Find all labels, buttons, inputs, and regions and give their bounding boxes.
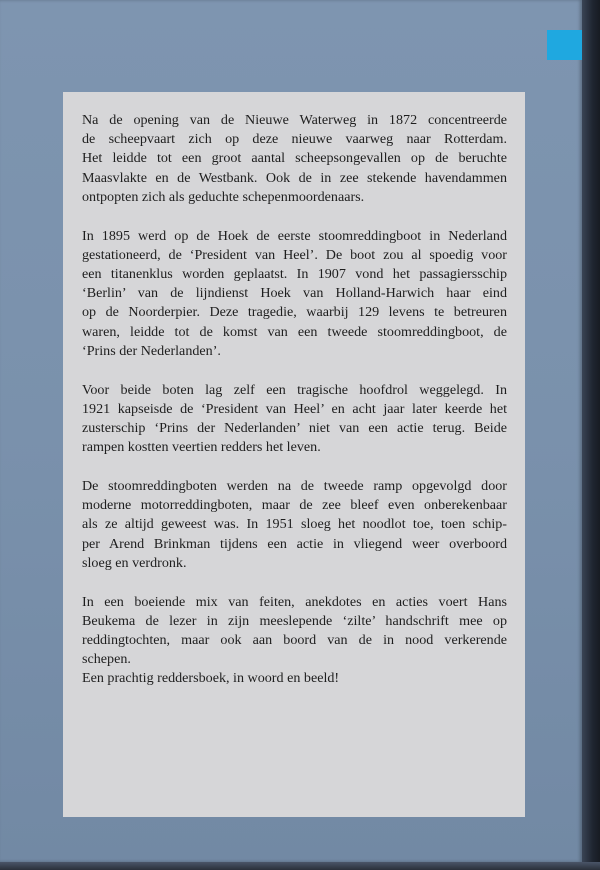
text-line: op de Noorderpier. Deze tragedie, waarbij 129 levens te betreuren <box>82 304 507 321</box>
text-line: ‘Berlin’ van de lijndienst Hoek van Holland-Harwich haar eind <box>82 285 507 302</box>
text-line: In een boeiende mix van feiten, anekdotes en acties voert Hans <box>82 593 507 610</box>
blurb-paragraph-5 <box>82 593 507 670</box>
blurb-paragraph-1 <box>82 111 507 207</box>
blurb-paragraph-3 <box>82 381 507 458</box>
text-line: ‘Prins der Nederlanden’. <box>82 342 221 359</box>
text-line: De stoomreddingboten werden na de tweede ramp opgevolgd door <box>82 478 507 495</box>
text-line: ontpopten zich als geduchte schepenmoordenaars. <box>82 188 365 205</box>
text-line: zusterschip ‘Prins der Nederlanden’ niet van een actie terug. Beide <box>82 420 507 437</box>
text-line: waren, leidde tot de komst van een tweede stoomreddingboot, de <box>82 323 507 340</box>
text-line: Na de opening van de Nieuwe Waterweg in 1872 concentreerde <box>82 112 507 128</box>
blue-sticker <box>547 30 582 60</box>
blurb-text <box>82 111 507 708</box>
text-line: de scheepvaart zich op deze nieuwe vaarweg naar Rotterdam. <box>82 131 507 148</box>
text-line: schepen. <box>82 651 131 668</box>
text-line: Voor beide boten lag zelf een tragische hoofdrol weggelegd. In <box>82 381 507 398</box>
text-line: Maasvlakte en de Westbank. Ook de in zee stekende havendammen <box>82 169 507 186</box>
closing-line <box>82 669 507 688</box>
text-line: rampen kostten veertien redders het leven. <box>82 439 321 456</box>
text-line: In 1895 werd op de Hoek de eerste stoomreddingboot in Nederland <box>82 227 507 244</box>
text-line: 1921 kapseisde de ‘President van Heel’ en acht jaar later keerde het <box>82 400 507 417</box>
text-line: sloeg en verdronk. <box>82 554 187 571</box>
cover-bottom-edge <box>0 862 600 870</box>
text-line: Een prachtig reddersboek, in woord en beeld! <box>82 670 340 687</box>
text-line: een titanenklus worden geplaatst. In 1907 vond het passagiersschip <box>82 266 507 283</box>
text-line: reddingtochten, maar ook aan boord van de in nood verkerende <box>82 632 507 649</box>
text-line: als ze altijd geweest was. In 1951 sloeg het noodlot toe, toen schip- <box>82 516 507 533</box>
cover-side-edge <box>582 0 600 870</box>
blurb-paragraph-2 <box>82 227 507 361</box>
blurb-paragraph-4 <box>82 477 507 573</box>
text-line: moderne motorreddingboten, maar de zee bleef even onberekenbaar <box>82 497 507 514</box>
text-line: per Arend Brinkman tijdens een actie in vliegend weer overboord <box>82 535 507 552</box>
text-line: Het leidde tot een groot aantal scheepsongevallen op de beruchte <box>82 150 507 167</box>
text-line: gestationeerd, de ‘President van Heel’. De boot zou al spoedig voor <box>82 246 507 263</box>
text-line: Beukema de lezer in zijn meeslepende ‘zilte’ handschrift mee op <box>82 612 507 629</box>
